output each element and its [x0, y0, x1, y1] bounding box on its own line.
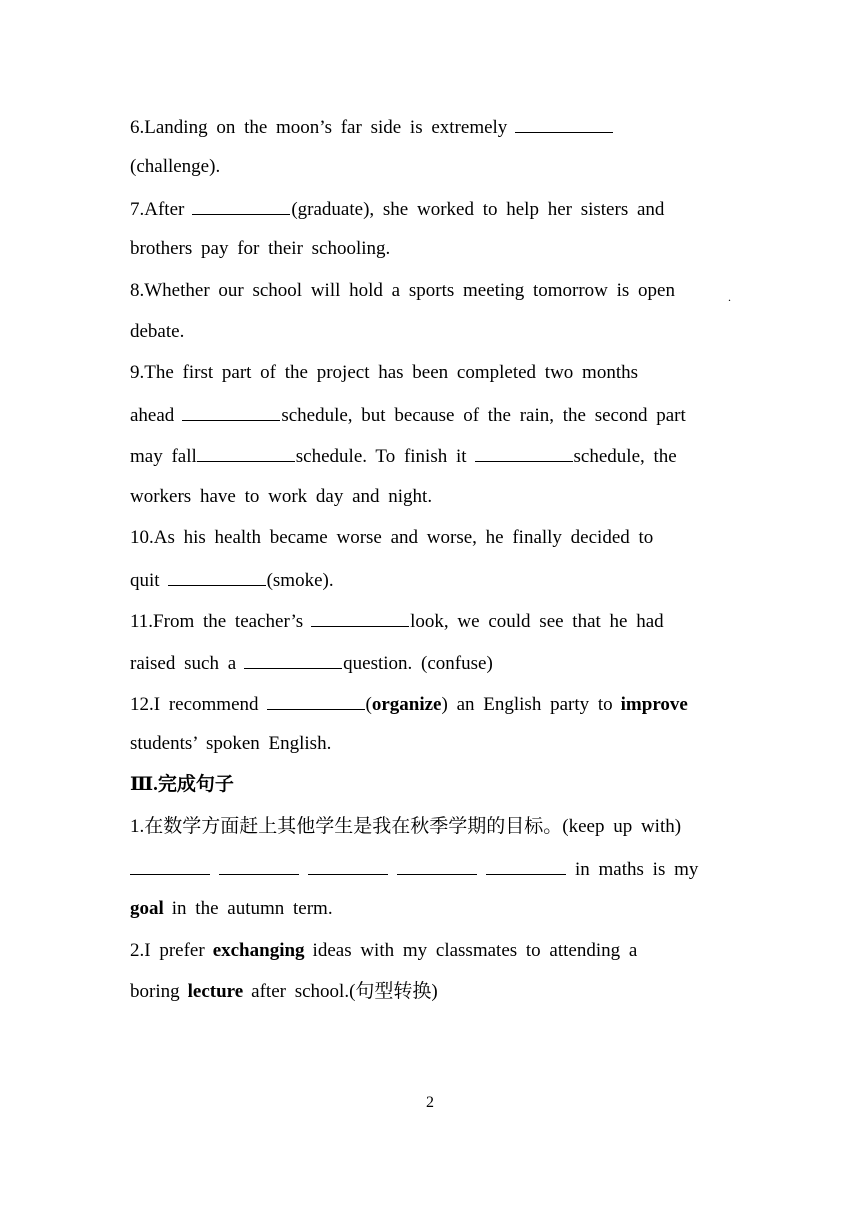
sentence-2-text: 2.I prefer — [130, 940, 205, 961]
item-8-line-1 — [130, 279, 675, 303]
sentence-1-line-2 — [130, 856, 698, 882]
item-12-line-2 — [130, 732, 331, 756]
answer-blank[interactable] — [130, 856, 210, 875]
item-11-line-2 — [130, 650, 493, 676]
item-9-text: workers have to work day and night. — [130, 486, 433, 507]
answer-blank[interactable] — [197, 443, 295, 462]
item-9-text: ahead — [130, 405, 175, 426]
item-7-text: (graduate), she worked to help her sisters and — [291, 199, 665, 220]
item-10-line-2 — [130, 567, 334, 593]
item-9-line-4 — [130, 485, 432, 509]
item-7-line-2 — [130, 237, 390, 261]
sentence-1-keyword: goal — [130, 898, 164, 919]
answer-blank[interactable] — [244, 650, 342, 669]
answer-blank[interactable] — [475, 443, 573, 462]
item-12-text: ) an English party to — [441, 694, 613, 715]
sentence-2-text: after school.(句型转换) — [251, 981, 438, 1002]
item-9-text: 9.The first part of the project has been completed two months — [130, 362, 639, 383]
answer-blank[interactable] — [486, 856, 566, 875]
item-9-text: schedule, the — [573, 446, 677, 467]
sentence-1-prompt: 1.在数学方面赶上其他学生是我在秋季学期的目标。(keep up with) — [130, 816, 682, 837]
item-10-text: (smoke). — [266, 570, 334, 591]
sentence-1-text: in the autumn term. — [171, 898, 333, 919]
sentence-2-line-1 — [130, 939, 637, 963]
page-number: 2 — [426, 1094, 434, 1111]
section-title: Ⅲ.完成句子 — [130, 774, 234, 795]
item-12-text: ( — [365, 694, 372, 715]
item-11-text: raised such a — [130, 653, 237, 674]
answer-blank[interactable] — [397, 856, 477, 875]
item-8-text: 8.Whether our school will hold a sports meeting tomorrow is open — [130, 280, 675, 301]
item-12-keyword: improve — [620, 694, 688, 715]
item-11-text: look, we could see that he had — [410, 611, 664, 632]
item-7-text: brothers pay for their schooling. — [130, 238, 391, 259]
sentence-1-text: in maths is my — [575, 859, 699, 880]
item-9-line-2 — [130, 402, 686, 428]
answer-blank[interactable] — [182, 402, 280, 421]
item-9-text: may fall — [130, 446, 197, 467]
answer-blank[interactable] — [168, 567, 266, 586]
answer-blank[interactable] — [311, 608, 409, 627]
item-9-text: schedule, but because of the rain, the second part — [281, 405, 686, 426]
sentence-1-line-3 — [130, 897, 333, 921]
sentence-2-line-2 — [130, 980, 438, 1004]
answer-blank[interactable] — [308, 856, 388, 875]
item-12-line-1 — [130, 691, 688, 717]
item-12-keyword: organize — [371, 694, 442, 715]
item-10-text: 10.As his health became worse and worse, he finally decided to — [130, 527, 654, 548]
sentence-2-keyword: lecture — [187, 981, 244, 1002]
sentence-1-line-1 — [130, 815, 681, 839]
section-heading — [130, 773, 234, 797]
blank-marker: . — [728, 290, 731, 304]
item-8-text: debate. — [130, 321, 185, 342]
item-6-text: 6.Landing on the moon’s far side is extremely — [130, 117, 508, 138]
item-6-line-1 — [130, 114, 614, 140]
item-9-line-1 — [130, 361, 638, 385]
item-7-line-1 — [130, 196, 664, 222]
item-11-line-1 — [130, 608, 664, 634]
item-6-line-2 — [130, 155, 220, 179]
sentence-2-text: ideas with my classmates to attending a — [312, 940, 638, 961]
item-8-line-2 — [130, 320, 184, 344]
item-10-text: quit — [130, 570, 160, 591]
answer-blank[interactable] — [192, 196, 290, 215]
item-10-line-1 — [130, 526, 653, 550]
sentence-2-keyword: exchanging — [212, 940, 305, 961]
item-11-text: question. (confuse) — [343, 653, 493, 674]
answer-blank[interactable] — [515, 114, 613, 133]
answer-blank[interactable] — [219, 856, 299, 875]
item-9-line-3 — [130, 443, 677, 469]
item-11-text: 11.From the teacher’s — [130, 611, 304, 632]
item-9-text: schedule. To finish it — [295, 446, 467, 467]
item-7-text: 7.After — [130, 199, 185, 220]
item-6-hint: (challenge). — [130, 156, 221, 177]
sentence-2-text: boring — [130, 981, 180, 1002]
item-12-text: students’ spoken English. — [130, 733, 332, 754]
answer-blank[interactable] — [267, 691, 365, 710]
item-12-text: 12.I recommend — [130, 694, 259, 715]
